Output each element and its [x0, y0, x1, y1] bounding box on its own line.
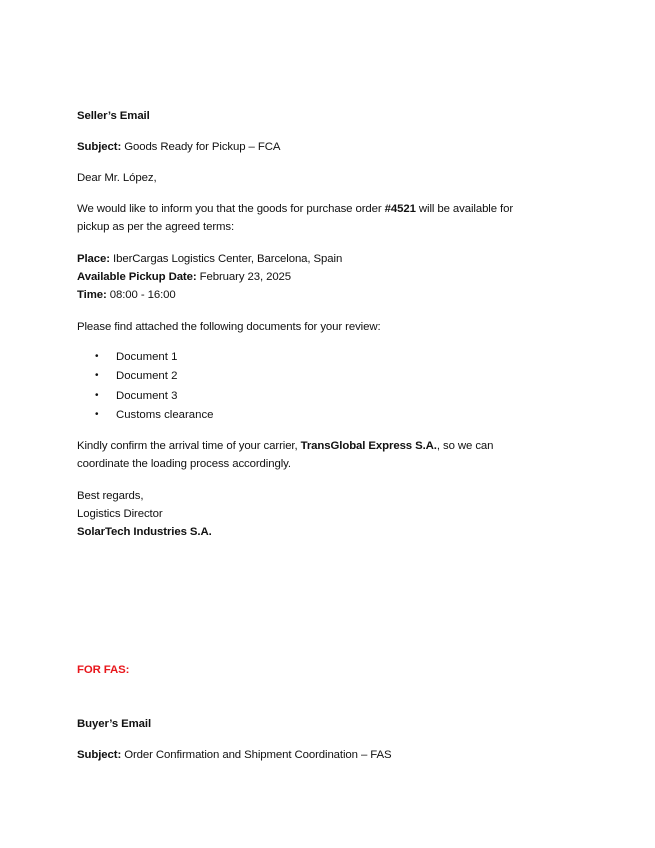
subject-label: Subject:	[77, 749, 122, 761]
confirm-text-part1: Kindly confirm the arrival time of your carrier,	[77, 440, 301, 452]
intro-text-part1: We would like to inform you that the goods for purchase order	[77, 203, 385, 215]
pickup-date-label: Available Pickup Date:	[77, 271, 197, 283]
intro-text-part2: will be available for	[415, 203, 514, 215]
signature-company: SolarTech Industries S.A.	[77, 526, 212, 538]
subject-value: Goods Ready for Pickup – FCA	[124, 141, 281, 153]
subject-value: Order Confirmation and Shipment Coordination – FAS	[124, 749, 392, 761]
list-item: Customs clearance	[116, 409, 214, 421]
list-item: Document 3	[116, 390, 178, 402]
bullet-icon: •	[95, 390, 99, 401]
confirm-line-2: coordinate the loading process accordingly.	[77, 458, 291, 470]
pickup-date-value: February 23, 2025	[199, 271, 292, 283]
confirm-text-part2: , so we can	[436, 440, 494, 452]
place-value: IberCargas Logistics Center, Barcelona, Spain	[113, 253, 343, 265]
list-item: Document 1	[116, 351, 178, 363]
bullet-icon: •	[95, 370, 99, 381]
time-label: Time:	[77, 289, 107, 301]
fas-section-heading: FOR FAS:	[77, 664, 130, 676]
place-line	[77, 252, 342, 266]
intro-line-2: pickup as per the agreed terms:	[77, 221, 235, 233]
seller-email-heading: Seller’s Email	[77, 110, 150, 122]
time-value: 08:00 - 16:00	[109, 289, 176, 301]
greeting: Dear Mr. López,	[77, 172, 157, 184]
confirm-line-1	[77, 439, 493, 453]
carrier-name: TransGlobal Express S.A.	[300, 440, 437, 452]
intro-line-1	[77, 202, 513, 216]
place-label: Place:	[77, 253, 110, 265]
closing: Best regards,	[77, 490, 144, 502]
pickup-date-line	[77, 270, 291, 284]
attachments-intro: Please find attached the following documents for your review:	[77, 321, 381, 333]
bullet-icon: •	[95, 409, 99, 420]
signature-title: Logistics Director	[77, 508, 163, 520]
order-number: #4521	[384, 203, 416, 215]
time-line	[77, 288, 176, 302]
seller-subject-line	[77, 140, 280, 154]
list-item: Document 2	[116, 370, 178, 382]
buyer-subject-line	[77, 748, 391, 762]
subject-label: Subject:	[77, 141, 122, 153]
bullet-icon: •	[95, 351, 99, 362]
buyer-email-heading: Buyer’s Email	[77, 718, 152, 730]
